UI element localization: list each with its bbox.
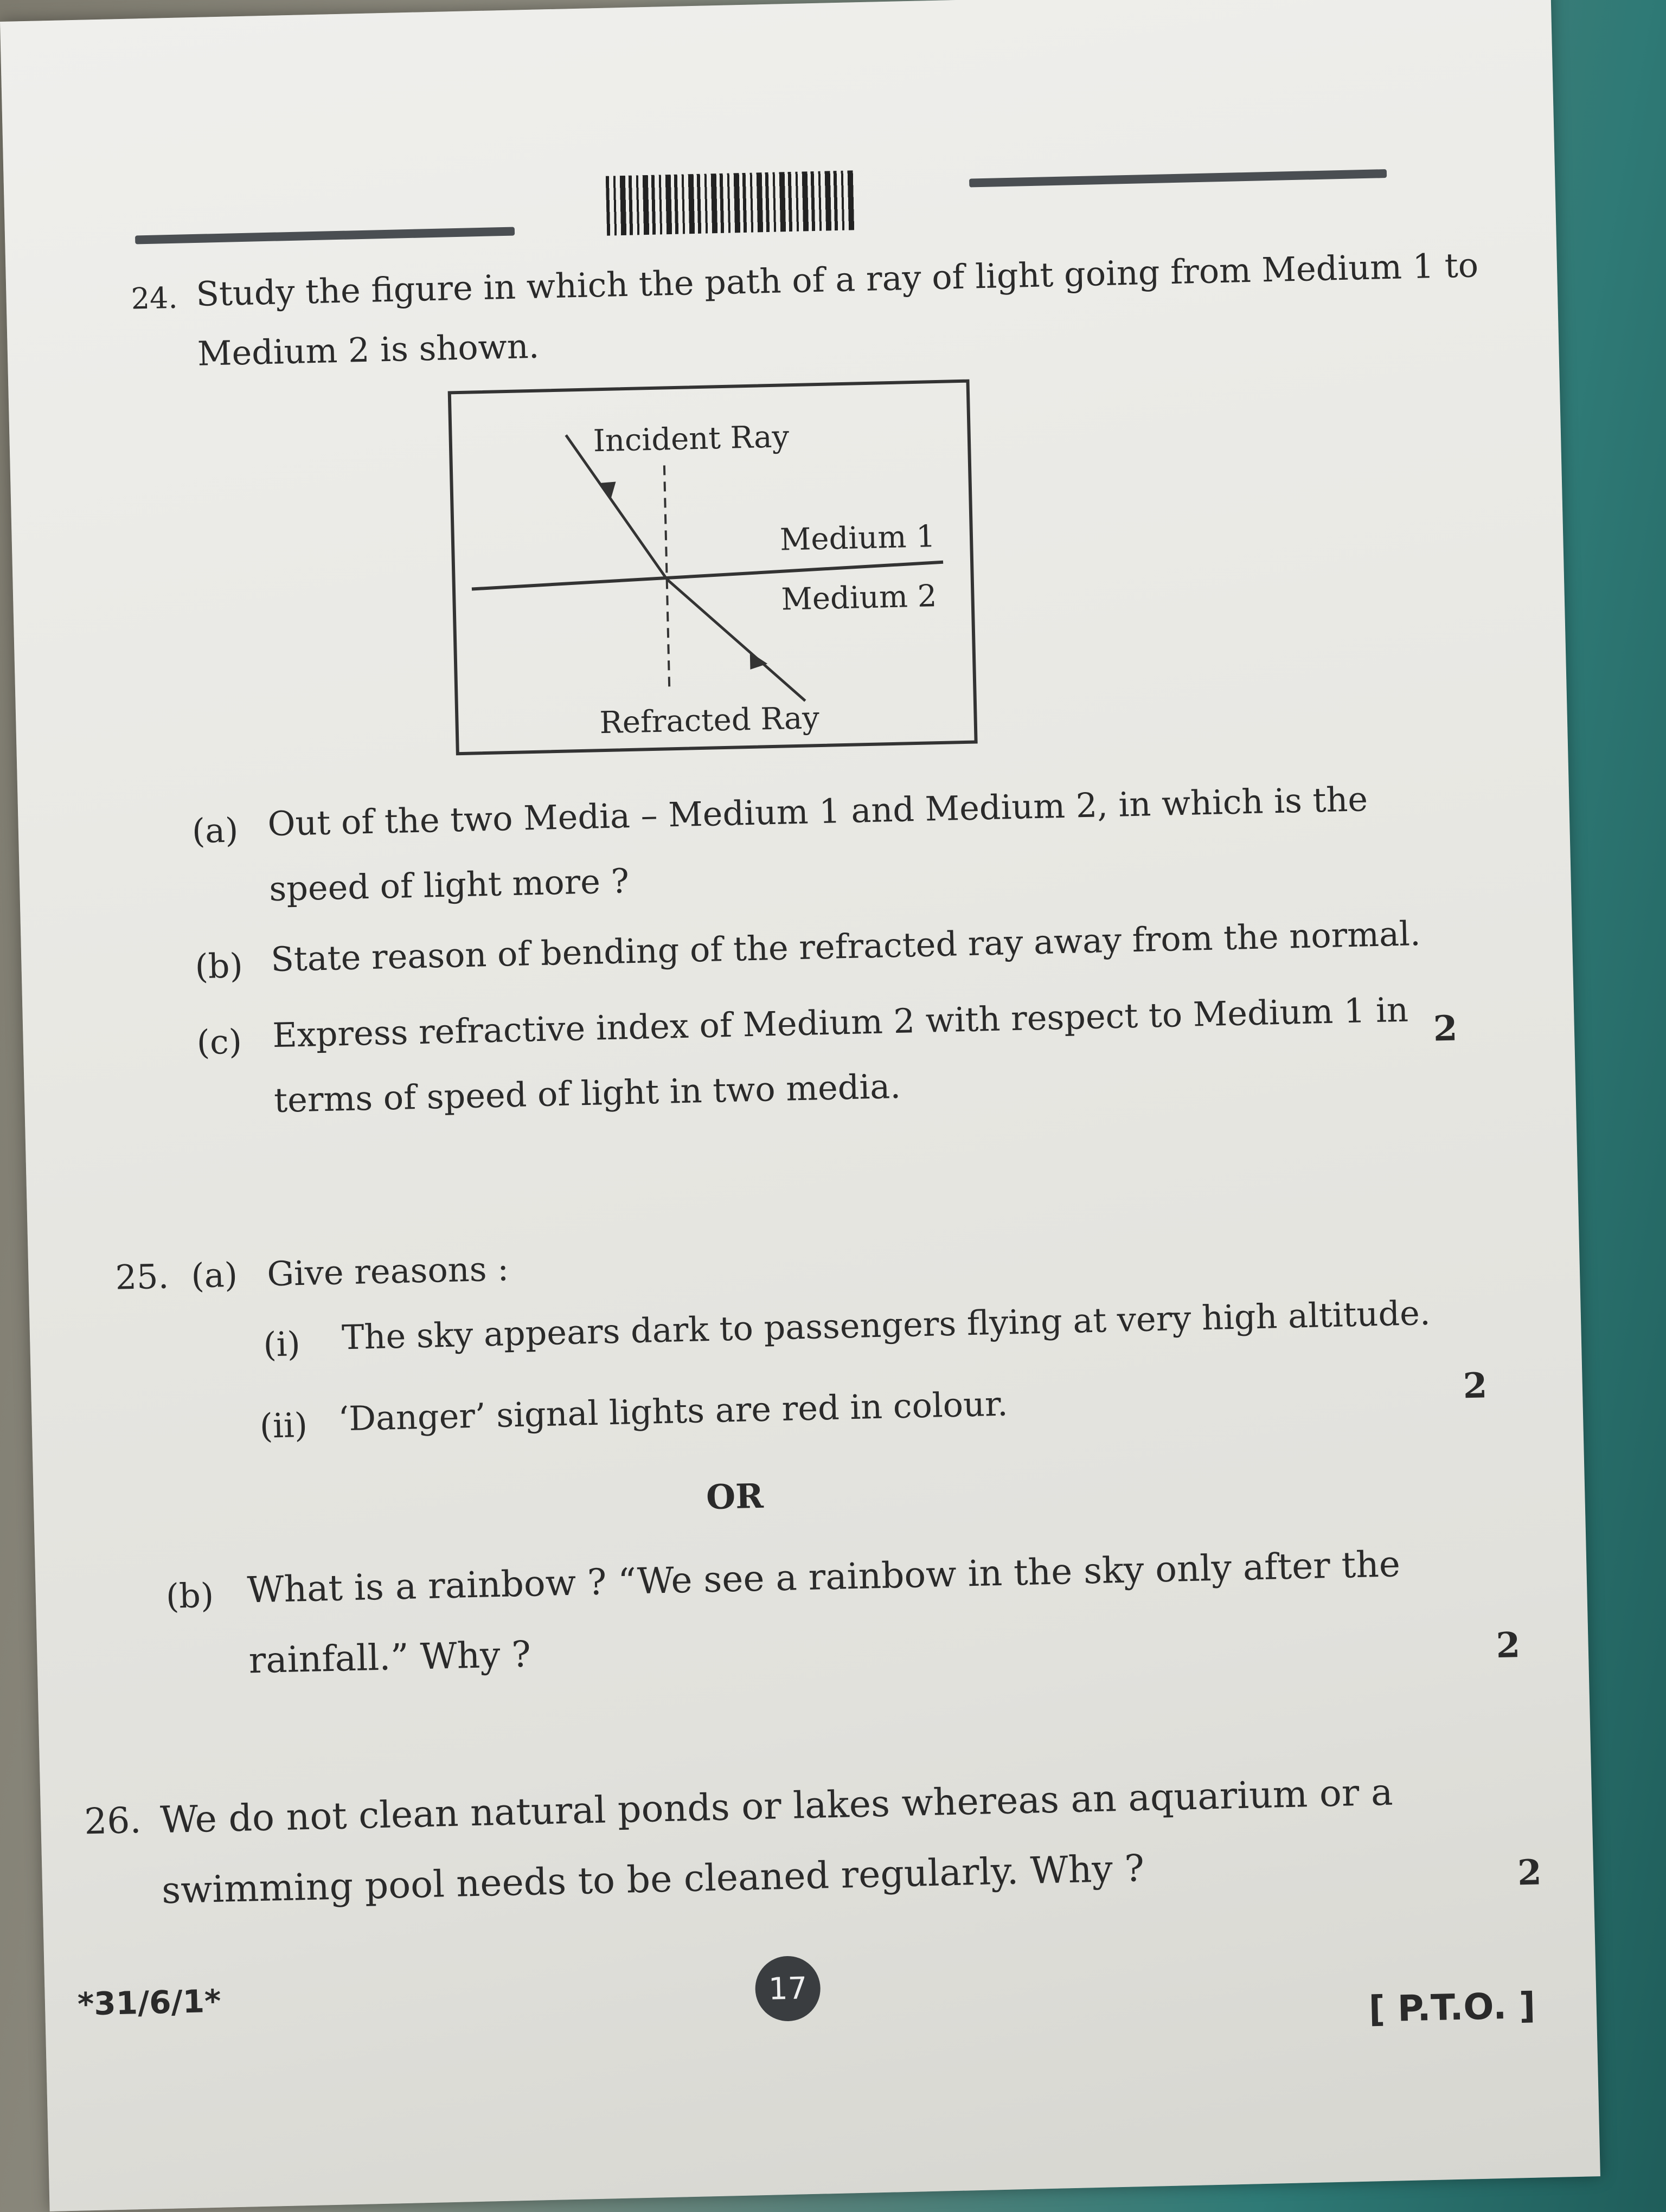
q24c-label: (c) bbox=[196, 1021, 242, 1063]
q24-number: 24. bbox=[130, 280, 178, 316]
q25a-i-text: The sky appears dark to passengers flying at very high altitude. bbox=[341, 1293, 1431, 1358]
q25-or: OR bbox=[706, 1476, 764, 1517]
q25a-ii-text: ‘Danger’ signal lights are red in colour. bbox=[337, 1384, 1009, 1439]
q25-number: 25. bbox=[114, 1256, 170, 1297]
q24-marks: 2 bbox=[1432, 1008, 1458, 1050]
q24a-line2: speed of light more ? bbox=[268, 861, 630, 909]
q25b-line2: rainfall.” Why ? bbox=[248, 1633, 531, 1682]
q25a-text: Give reasons : bbox=[266, 1249, 509, 1294]
q24c-line2: terms of speed of light in two media. bbox=[273, 1066, 901, 1121]
medium1-label: Medium 1 bbox=[779, 519, 936, 558]
header-rule-right bbox=[969, 169, 1387, 187]
page-number-badge: 17 bbox=[754, 1956, 821, 2022]
incident-ray-label: Incident Ray bbox=[593, 419, 790, 459]
medium2-label: Medium 2 bbox=[780, 578, 938, 618]
q24b-label: (b) bbox=[194, 946, 244, 987]
q25a-label: (a) bbox=[190, 1255, 238, 1296]
q25b-line1: What is a rainbow ? “We see a rainbow in the sky only after the bbox=[246, 1543, 1401, 1611]
q26-line1: We do not clean natural ponds or lakes whereas an aquarium or a bbox=[159, 1771, 1394, 1842]
header-rule-left bbox=[135, 227, 515, 245]
incident-arrow-icon bbox=[599, 481, 617, 499]
refraction-figure bbox=[448, 380, 978, 756]
barcode bbox=[606, 170, 856, 235]
q25a-marks: 2 bbox=[1462, 1365, 1488, 1407]
q24c-line1: Express refractive index of Medium 2 with respect to Medium 1 in bbox=[272, 989, 1409, 1056]
q25a-i-label: (i) bbox=[262, 1324, 301, 1365]
refracted-ray-label: Refracted Ray bbox=[599, 700, 820, 741]
q24-text-line2: Medium 2 is shown. bbox=[197, 326, 540, 374]
q25b-marks: 2 bbox=[1495, 1625, 1521, 1667]
pto-label: [ P.T.O. ] bbox=[1368, 1984, 1536, 2030]
paper-code: *31/6/1* bbox=[77, 1982, 222, 2023]
q26-line2: swimming pool needs to be cleaned regularly. Why ? bbox=[161, 1847, 1145, 1913]
q24-text-line1: Study the figure in which the path of a ray of light going from Medium 1 to bbox=[195, 245, 1479, 314]
q26-number: 26. bbox=[84, 1799, 142, 1843]
q24a-label: (a) bbox=[191, 810, 239, 851]
q24b-line1: State reason of bending of the refracted ray away from the normal. bbox=[270, 914, 1421, 980]
q25a-ii-label: (ii) bbox=[259, 1405, 308, 1446]
q25b-label: (b) bbox=[165, 1575, 214, 1616]
q26-marks: 2 bbox=[1517, 1852, 1542, 1894]
q24a-line1: Out of the two Media – Medium 1 and Medium 2, in which is the bbox=[267, 779, 1368, 844]
